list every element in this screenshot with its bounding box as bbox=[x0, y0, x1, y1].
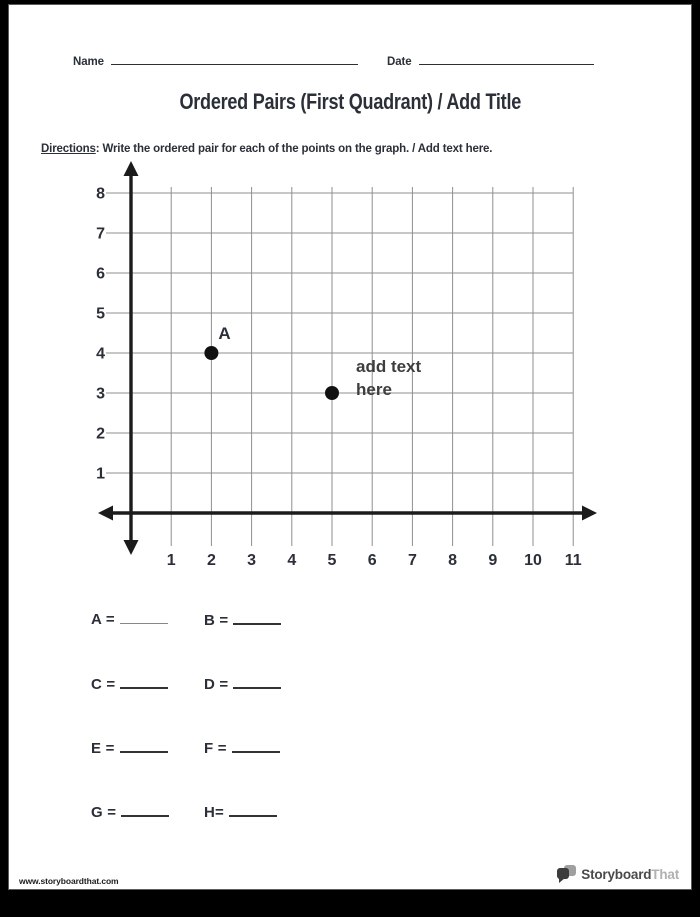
y-axis-arrow-down bbox=[124, 540, 139, 555]
worksheet-page bbox=[8, 4, 692, 890]
date-label: Date bbox=[387, 56, 412, 68]
answer-blank[interactable] bbox=[232, 735, 280, 753]
directions-text: : Write the ordered pair for each of the points on the graph. / Add text here. bbox=[95, 142, 493, 155]
y-tick-label: 8 bbox=[96, 185, 105, 203]
date-input-line[interactable] bbox=[419, 52, 594, 65]
name-field bbox=[73, 52, 358, 68]
name-label: Name bbox=[73, 56, 104, 68]
answer-item-A bbox=[91, 607, 168, 629]
page-title bbox=[9, 89, 691, 115]
x-tick-label: 2 bbox=[206, 552, 216, 569]
answer-blank[interactable] bbox=[233, 671, 281, 689]
x-tick-label: 3 bbox=[247, 552, 257, 569]
directions bbox=[41, 143, 492, 155]
x-tick-label: 7 bbox=[407, 552, 417, 569]
y-tick-label: 1 bbox=[96, 465, 105, 483]
directions-label: Directions bbox=[41, 142, 96, 155]
answer-blank[interactable] bbox=[120, 671, 168, 689]
storyboardthat-logo bbox=[556, 862, 679, 886]
answer-label: F = bbox=[204, 740, 227, 757]
point-label-A: A bbox=[218, 324, 231, 343]
answer-blank[interactable] bbox=[120, 607, 168, 624]
y-tick-label: 4 bbox=[96, 345, 105, 363]
answer-label: E = bbox=[91, 740, 115, 757]
point-unnamed[interactable] bbox=[325, 386, 339, 400]
speech-bubbles-icon bbox=[556, 864, 577, 884]
answer-label: A = bbox=[91, 611, 115, 628]
x-tick-label: 9 bbox=[488, 552, 498, 569]
answer-item-E bbox=[91, 735, 168, 758]
x-tick-label: 8 bbox=[448, 552, 458, 569]
answer-label: C = bbox=[91, 676, 116, 693]
y-tick-label: 3 bbox=[96, 385, 105, 403]
name-input-line[interactable] bbox=[111, 52, 358, 65]
logo-text bbox=[581, 867, 679, 882]
logo-text-primary: Storyboard bbox=[581, 866, 652, 882]
point-A[interactable] bbox=[204, 346, 218, 360]
answer-blank[interactable] bbox=[229, 799, 277, 817]
x-tick-label: 11 bbox=[564, 552, 582, 569]
y-tick-label: 6 bbox=[96, 265, 105, 283]
answer-blank[interactable] bbox=[121, 799, 169, 817]
y-tick-label: 7 bbox=[96, 225, 105, 243]
x-tick-label: 1 bbox=[166, 552, 176, 569]
x-axis-arrow-left bbox=[98, 506, 113, 521]
logo-text-secondary: That bbox=[651, 866, 679, 882]
point-annotation-line[interactable]: add text bbox=[356, 357, 422, 376]
answer-label: G = bbox=[91, 804, 117, 821]
answer-label: D = bbox=[204, 676, 229, 693]
footer-url: www.storyboardthat.com bbox=[19, 876, 119, 886]
x-tick-label: 4 bbox=[287, 552, 297, 569]
coordinate-graph bbox=[86, 159, 606, 580]
answer-item-F bbox=[204, 735, 280, 758]
date-field bbox=[387, 52, 594, 68]
x-axis-arrow-right bbox=[582, 506, 597, 521]
answer-item-G bbox=[91, 799, 169, 822]
x-tick-label: 5 bbox=[327, 552, 337, 569]
answer-label: H= bbox=[204, 804, 224, 821]
x-tick-label: 6 bbox=[367, 552, 377, 569]
y-tick-label: 5 bbox=[96, 305, 105, 323]
answer-label: B = bbox=[204, 612, 229, 629]
answer-item-D bbox=[204, 671, 281, 694]
answer-blank[interactable] bbox=[233, 607, 281, 625]
answer-blank[interactable] bbox=[120, 735, 168, 753]
y-axis-arrow-up bbox=[124, 161, 139, 176]
y-tick-label: 2 bbox=[96, 425, 105, 443]
answer-item-B bbox=[204, 607, 281, 630]
page-title-text: Ordered Pairs (First Quadrant) / Add Title bbox=[179, 89, 521, 114]
answer-item-C bbox=[91, 671, 168, 694]
point-annotation-line[interactable]: here bbox=[356, 380, 392, 399]
x-tick-label: 10 bbox=[524, 552, 542, 569]
answer-item-H bbox=[204, 799, 277, 822]
